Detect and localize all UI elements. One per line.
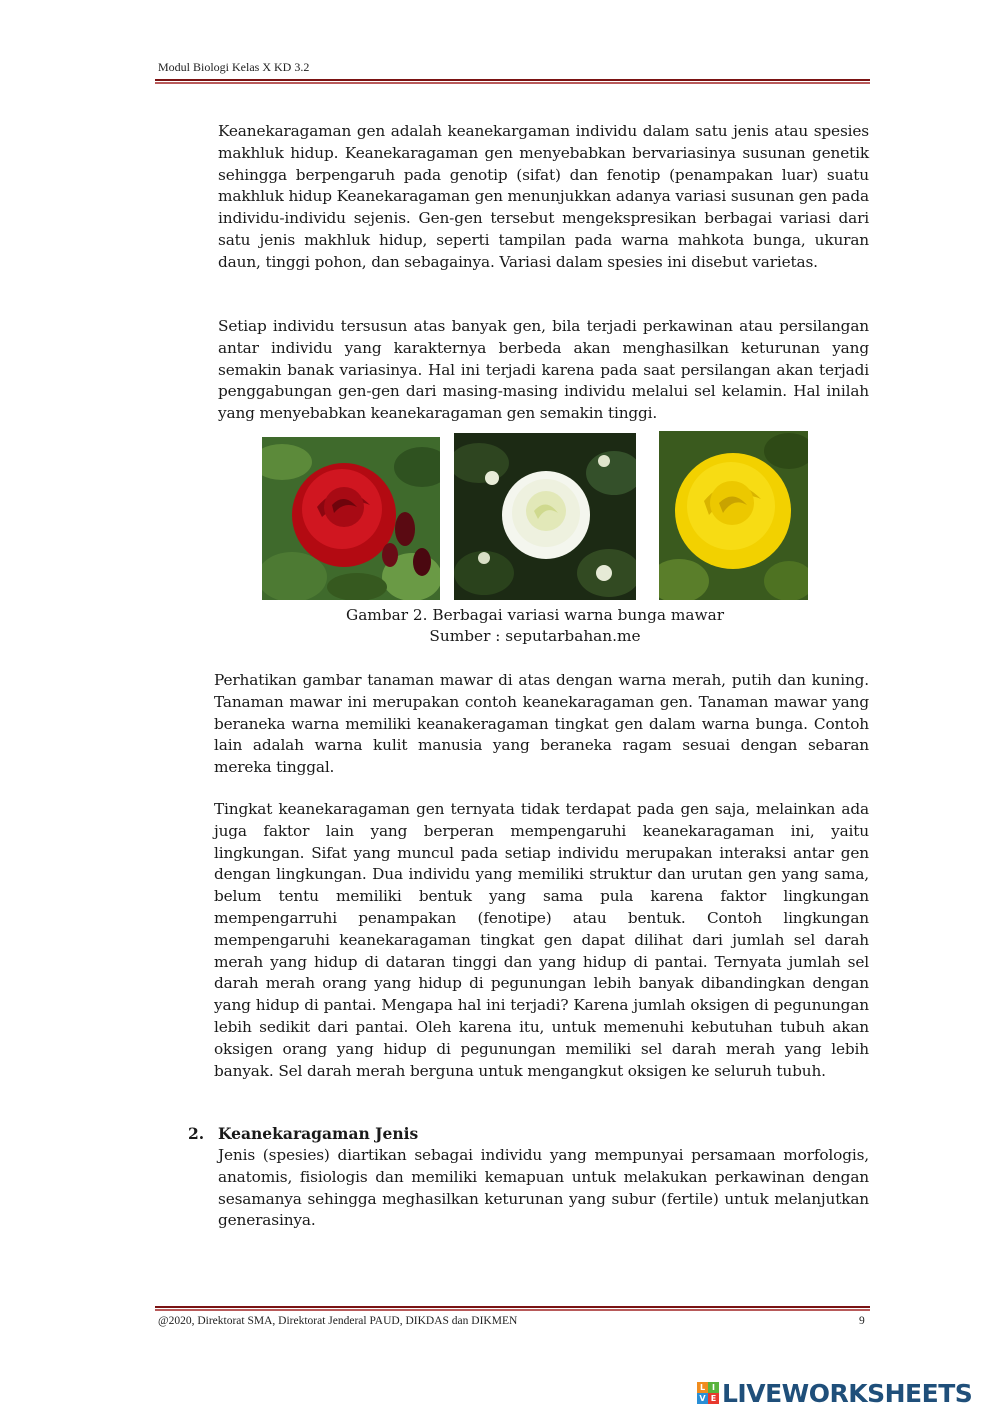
header-rule [155, 79, 870, 81]
footer-rule [155, 1306, 870, 1308]
page-header: Modul Biologi Kelas X KD 3.2 [158, 60, 310, 74]
figure-source: Sumber : seputarbahan.me [429, 627, 641, 645]
section-number: 2. [188, 1124, 205, 1143]
header-rule-secondary [155, 82, 870, 84]
paragraph-gene-diversity: Keanekaragaman gen adalah keanekargaman individu dalam satu jenis atau spesies makhluk hidup. Keanekaragaman gen menyebabkan bervariasinya susunan genetik sehingga berpengaruh pada genotip (sifat) dan fenotip (penampakan luar) suatu makhluk hidup Keanekaragaman gen menunjukkan adanya variasi susunan gen pada individu-individu sejenis. Gen-gen tersebut mengekspresikan berbagai variasi dari satu jenis makhluk hidup, seperti tampilan pada warna mahkota bunga, ukuran daun, tinggi pohon, dan sebagainya. Variasi dalam spesies ini disebut varietas. [218, 122, 869, 271]
white-rose-photo [454, 433, 636, 600]
page-number: 9 [859, 1315, 865, 1327]
yellow-rose-photo [659, 431, 808, 600]
liveworksheets-logo [697, 1380, 972, 1406]
footer-copyright: @2020, Direktorat SMA, Direktorat Jenderal PAUD, DIKDAS dan DIKMEN [158, 1315, 518, 1327]
figure-caption: Gambar 2. Berbagai variasi warna bunga mawar [345, 606, 725, 624]
red-rose-photo [262, 437, 440, 600]
section-heading [188, 1124, 418, 1143]
footer-rule-secondary [155, 1309, 870, 1311]
paragraph-rose-example: Perhatikan gambar tanaman mawar di atas dengan warna merah, putih dan kuning. Tanaman mawar ini merupakan contoh keanekaragaman gen. Tanaman mawar yang beraneka warna memiliki keanakeragaman tingkat gen dalam warna bunga. Contoh lain adalah warna kulit manusia yang beraneka ragam sesuai dengan sebaran mereka tinggal. [214, 671, 869, 777]
paragraph-environment-factor: Tingkat keanekaragaman gen ternyata tidak terdapat pada gen saja, melainkan ada juga faktor lain yang berperan mempengaruhi keanekaragaman ini, yaitu lingkungan. Sifat yang muncul pada setiap individu merupakan interaksi antar gen dengan lingkungan. Dua individu yang memiliki struktur dan urutan gen yang sama, belum tentu memiliki bentuk yang sama pula karena faktor lingkungan mempengarruhi penampakan (fenotipe) atau bentuk. Contoh lingkungan mempengaruhi keanekaragaman tingkat gen dapat dilihat dari jumlah sel darah merah yang hidup di dataran tinggi dan yang hidup di pantai. Ternyata jumlah sel darah merah orang yang hidup di pegunungan lebih banyak dibandingkan dengan yang hidup di pantai. Mengapa hal ini terjadi? Karena jumlah oksigen di pegunungan lebih sedikit dari pantai. Oleh karena itu, untuk memenuhi kebutuhan tubuh akan oksigen orang yang hidup di pegunungan memiliki sel darah merah yang lebih banyak. Sel darah merah berguna untuk mengangkut oksigen ke seluruh tubuh. [214, 800, 869, 1080]
section-title: Keanekaragaman Jenis [218, 1124, 419, 1143]
paragraph-crossbreeding: Setiap individu tersusun atas banyak gen, bila terjadi perkawinan atau persilangan antar individu yang karakternya berbeda akan menghasilkan keturunan yang semakin banak variasinya. Hal ini terjadi karena pada saat persilangan akan terjadi penggabungan gen-gen dari masing-masing individu melalui sel kelamin. Hal inilah yang menyebabkan keanekaragaman gen semakin tinggi. [218, 317, 869, 423]
paragraph-species-definition: Jenis (spesies) diartikan sebagai individu yang mempunyai persamaan morfologis, anatomis, fisiologis dan memiliki kemapuan untuk melakukan perkawinan dengan sesamanya sehingga meghasilkan keturunan yang subur (fertile) untuk melanjutkan generasinya. [218, 1146, 869, 1230]
liveworksheets-logo-text: LIVEWORKSHEETS [722, 1378, 973, 1408]
liveworksheets-logo-icon: L I V E [697, 1382, 719, 1404]
